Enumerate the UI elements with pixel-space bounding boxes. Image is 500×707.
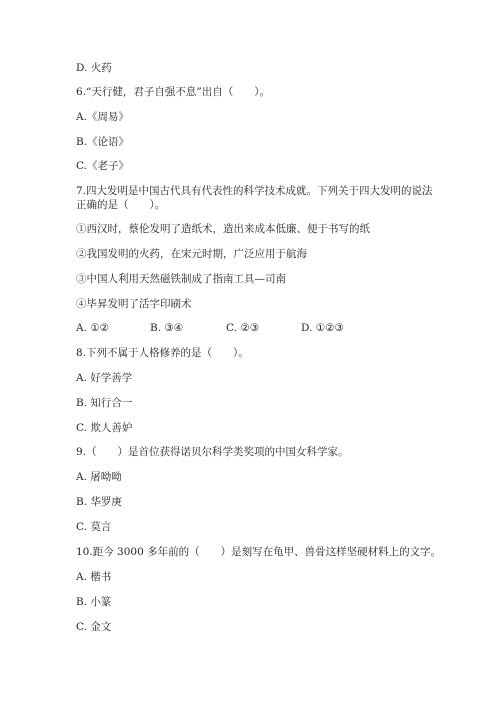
q6-option-b: B.《论语》	[76, 136, 130, 148]
q7-statement-2: ②我国发明的火药，在宋元时期，广泛应用于航海	[76, 248, 307, 260]
q7-option-d: D. ①②③	[301, 322, 344, 334]
q8-option-b: B. 知行合一	[76, 397, 133, 409]
q7-option-a: A. ①②	[76, 322, 110, 334]
q9-option-a: A. 屠呦呦	[76, 471, 122, 483]
q7-stem-line-2: 正确的是（ ）。	[76, 199, 166, 211]
q7-statement-4: ④毕昇发明了活字印刷术	[76, 298, 192, 310]
q7-statement-3: ③中国人利用天然磁铁制成了指南工具—司南	[76, 273, 286, 285]
q8-option-c: C. 欺人善妒	[76, 422, 133, 434]
q8-stem: 8.下列不属于人格修养的是（ ）。	[76, 347, 249, 359]
q8-option-a: A. 好学善学	[76, 372, 133, 384]
q10-stem: 10.距今 3000 多年前的（ ）是刻写在龟甲、兽骨这样坚硬材料上的文字。	[76, 546, 442, 558]
q9-option-b: B. 华罗庚	[76, 496, 122, 508]
q10-option-b: B. 小篆	[76, 596, 112, 608]
q7-option-c: C. ②③	[226, 322, 260, 334]
q9-stem: 9.（ ）是首位获得诺贝尔科学类奖项的中国女科学家。	[76, 446, 349, 458]
q7-option-b: B. ③④	[150, 322, 184, 334]
q10-option-c: C. 金文	[76, 621, 112, 633]
q9-option-c: C. 莫言	[76, 521, 112, 533]
q7-stem-line-1: 7.四大发明是中国古代具有代表性的科学技术成就。下列关于四大发明的说法	[76, 185, 433, 197]
q6-stem: 6.“天行健，君子自强不息”出自（ ）。	[76, 86, 271, 98]
q6-option-c: C.《老子》	[76, 160, 129, 172]
q10-option-a: A. 楷书	[76, 571, 112, 583]
q6-option-a: A.《周易》	[76, 111, 129, 123]
q5-option-d: D. 火药	[76, 62, 112, 74]
q7-statement-1: ①西汉时，蔡伦发明了造纸术，造出来成本低廉、便于书写的纸	[76, 223, 370, 235]
